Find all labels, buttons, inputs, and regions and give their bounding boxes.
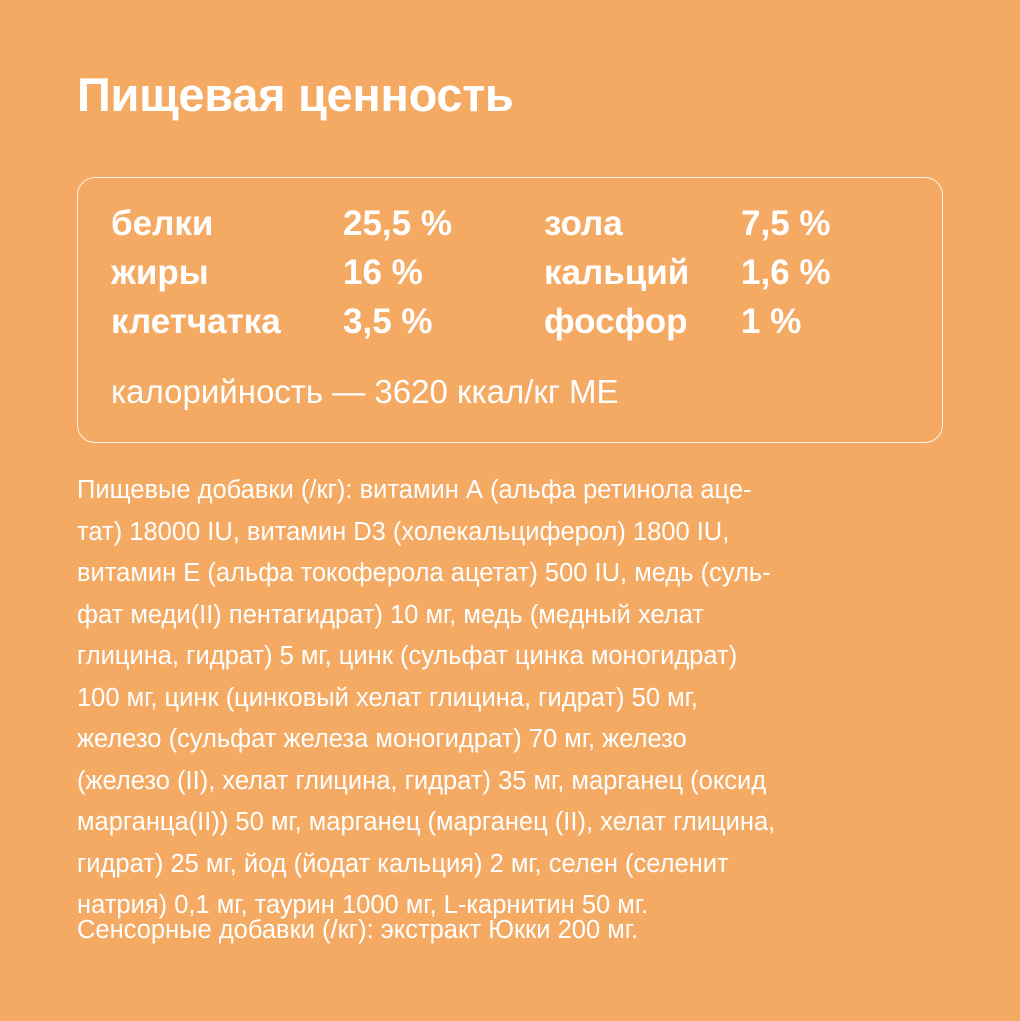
additives-line: 100 мг, цинк (цинковый хелат глицина, гидрат) 50 мг, — [77, 683, 698, 712]
calories-text: калорийность — 3620 ккал/кг МЕ — [111, 373, 619, 410]
nutrient-value-protein: 25,5 % — [343, 204, 452, 243]
nutrient-value-fiber: 3,5 % — [343, 302, 433, 341]
nutrient-label-calcium: кальций — [544, 253, 690, 292]
nutrient-label-protein: белки — [111, 204, 214, 243]
nutrient-label-phosphorus: фосфор — [544, 302, 688, 341]
nutrient-value-phosphorus: 1 % — [741, 302, 802, 341]
additives-line: натрия) 0,1 мг, таурин 1000 мг, L-карнитин 50 мг. — [77, 891, 649, 919]
additives-line: Пищевые добавки (/кг): витамин А (альфа ретинола аце- — [77, 476, 752, 504]
additives-line: фат меди(II) пентагидрат) 10 мг, медь (медный хелат — [77, 600, 704, 629]
additives-line: гидрат) 25 мг, йод (йодат кальция) 2 мг, селен (селенит — [77, 849, 729, 878]
additives-line: марганца(II)) 50 мг, марганец (марганец (II), хелат глицина, — [77, 808, 776, 836]
additives-line: железо (сульфат железа моногидрат) 70 мг, железо — [77, 725, 687, 753]
nutrient-label-ash: зола — [544, 204, 623, 243]
additives-line: тат) 18000 IU, витамин D3 (холекальциферол) 1800 IU, — [77, 517, 730, 546]
nutrient-value-ash: 7,5 % — [741, 204, 831, 243]
additives-paragraph — [77, 470, 957, 927]
sensory-additives-text: Сенсорные добавки (/кг): экстракт Юкки 200 мг. — [77, 916, 639, 944]
additives-line: (железо (II), хелат глицина, гидрат) 35 мг, марганец (оксид — [77, 766, 767, 795]
nutrient-value-fat: 16 % — [343, 253, 423, 292]
page-title: Пищевая ценность — [77, 68, 514, 121]
additives-line: витамин Е (альфа токоферола ацетат) 500 IU, медь (суль- — [77, 559, 771, 587]
nutrient-label-fiber: клетчатка — [111, 302, 281, 341]
nutrient-value-calcium: 1,6 % — [741, 253, 831, 292]
additives-line: глицина, гидрат) 5 мг, цинк (сульфат цинка моногидрат) — [77, 642, 738, 670]
nutrient-label-fat: жиры — [111, 253, 209, 292]
